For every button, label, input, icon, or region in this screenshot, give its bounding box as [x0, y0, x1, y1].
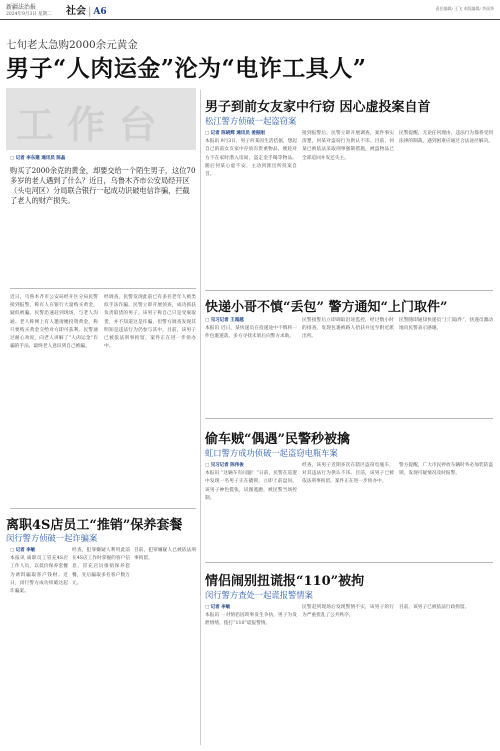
- deco-text: 工 作 台: [16, 102, 157, 147]
- article2-subtitle: 松江警方侦破一起盗窃案: [205, 116, 297, 126]
- paper-date: 2024年9月3日 星期二: [6, 12, 52, 17]
- article4-col1: □ 见习记者 陈伟俊 本报讯 “这辆车有问题！”日前，民警在巡逻中发现一名男子正在撬锁，立即上前盘问，该男子神色慌张，试图逃跑，被民警当场控制。: [205, 463, 297, 501]
- section-tag: 社会 | A6: [66, 6, 107, 17]
- article5-subtitle: 闵行警方侦破一起诈骗案: [6, 533, 98, 543]
- paper-name: 新疆法治报: [6, 4, 37, 11]
- article6-subtitle: 闵行警方查处一起谎报警情案: [205, 590, 313, 600]
- divider: [205, 418, 493, 419]
- main-lead: [10, 154, 196, 206]
- main-col1: 近日，乌鲁木齐市公安局经开区分局民警接到报警，称有人在银行大量购买黄金，疑似被骗。民警迅速赶到现场，与老人沟通。老人称网上有人邀请她投资黄金，称只要购买黄金交给对方即可获利。民警通过耐心劝说，向老人讲解了“人肉运金”诈骗的手法，最终老人意识到自己被骗。: [10, 295, 98, 350]
- article2-col1: □ 记者 陈晓辉 通讯员 姜振刚 本报讯 9月3日，男子何某因生活拮据，想起自己的前女友家中存放有贵重物品，便趁对方不在家时潜入房间，盗走金手镯等物品。随后何某心虚不安，主动到派出所投案自首。: [205, 131, 297, 178]
- article2-col3: 民警提醒，无论任何理由，违法行为都将受到法律的制裁，遇到困难应通过合法途径解决。: [399, 131, 493, 145]
- article6-col2: 民警赶到现场后发现警情不实，该男子的行为严重扰乱了公共秩序。: [302, 605, 394, 619]
- article4-col2: 经查，该男子近期多次在辖区盗窃电瓶车，对其违法行为供认不讳。目前，该男子已被依法刑事拘留，案件正在进一步侦办中。: [302, 463, 394, 485]
- article3-col3: 民警随即通知快递员“上门取件”，快递员激动地向民警表示感谢。: [399, 318, 493, 332]
- article5-col2: 经查，犯罪嫌疑人利用此前在4S店工作时掌握的客户信息，冒充店员推销保养套餐，先后骗取多名客户数万元。: [72, 548, 130, 586]
- article3-title: 快递小哥不慎“丢包” 警方通知“上门取件”: [205, 300, 448, 315]
- decorative-banner: [6, 88, 196, 150]
- divider: [10, 508, 196, 509]
- article4-subtitle: 虹口警方成功侦破一起盗窃电瓶车案: [205, 448, 338, 458]
- article6-col1: □ 记者 李敏 本报讯 一对情侣因琐事发生争执，男子为发泄情绪，拨打“110”谎报警情。: [205, 605, 297, 627]
- article5-title: 离职4S店员工“推销”保养套餐: [6, 518, 183, 533]
- article2-col2: 接到报警后，民警立即开展调查，案件事实清楚，何某对盗窃行为供认不讳。目前，何某已被依法采取刑事强制措施，被盗物品已全部追回并发还失主。: [302, 131, 394, 161]
- article6-col3: 目前，该男子已被依法行政拘留。: [399, 605, 470, 610]
- article4-title: 偷车贼“偶遇”民警秒被擒: [205, 432, 350, 447]
- article3-col1: □ 见习记者 王超越 本报讯 近日，某快递员在投递途中不慎将一件包裹遗落，多方寻找未果后向警方求助。: [205, 318, 297, 340]
- divider: [205, 290, 493, 291]
- masthead: [0, 0, 500, 20]
- column-divider: [200, 90, 201, 745]
- main-kicker: 七旬老太急购2000余元黄金: [6, 39, 138, 51]
- article5-col1: □ 记者 李敏 本报讯 离职员工冒充4S店工作人员，以低价保养套餐为诱饵骗取客户钱财。近日，闵行警方成功侦破这起诈骗案。: [10, 548, 68, 595]
- section-name: 社会: [66, 6, 86, 17]
- main-headline: 男子“人肉运金”沦为“电诈工具人”: [6, 55, 367, 82]
- article4-col3: 警方提醒，广大市民停放车辆时务必加装防盗锁，发现可疑情况及时报警。: [399, 463, 493, 477]
- divider: [10, 288, 196, 289]
- main-byline: □ 记者 李东建 通讯员 陈晶: [10, 156, 66, 161]
- page-number: A6: [93, 7, 107, 17]
- editors: 责任编辑/ 王飞 本版编辑/ 李国华: [435, 6, 494, 11]
- main-intro: 购买了2000余克的黄金，却要交给一个陌生男子，这位70多岁的老人遇到了什么？近日，乌鲁木齐市公安局经开区（头屯河区）分局联合银行一起成功识破电信诈骗，拦截了老人的财产损失。: [10, 166, 196, 206]
- article5-col3: 目前，犯罪嫌疑人已被依法刑事拘留。: [134, 548, 196, 562]
- divider: [205, 562, 493, 563]
- article6-title: 情侣闹别扭谎报“110”被拘: [205, 574, 365, 589]
- main-col2: 经调查，民警发现此前已有多名老年人被类似手法诈骗。民警立即开展侦查，成功抓获负责取货的男子。该男子称自己只是受雇取货，并不知道这是诈骗，但警方调查发现其明知是违法行为仍参与其中。目前，该男子已被依法刑事拘留，案件正在进一步侦办中。: [104, 295, 196, 350]
- article3-col2: 民警接警后立即调取沿途监控，经过数小时的排查，发现包裹被路人拾获并送至附近派出所。: [302, 318, 394, 340]
- article2-title: 男子到前女友家中行窃 因心虚投案自首: [205, 100, 431, 115]
